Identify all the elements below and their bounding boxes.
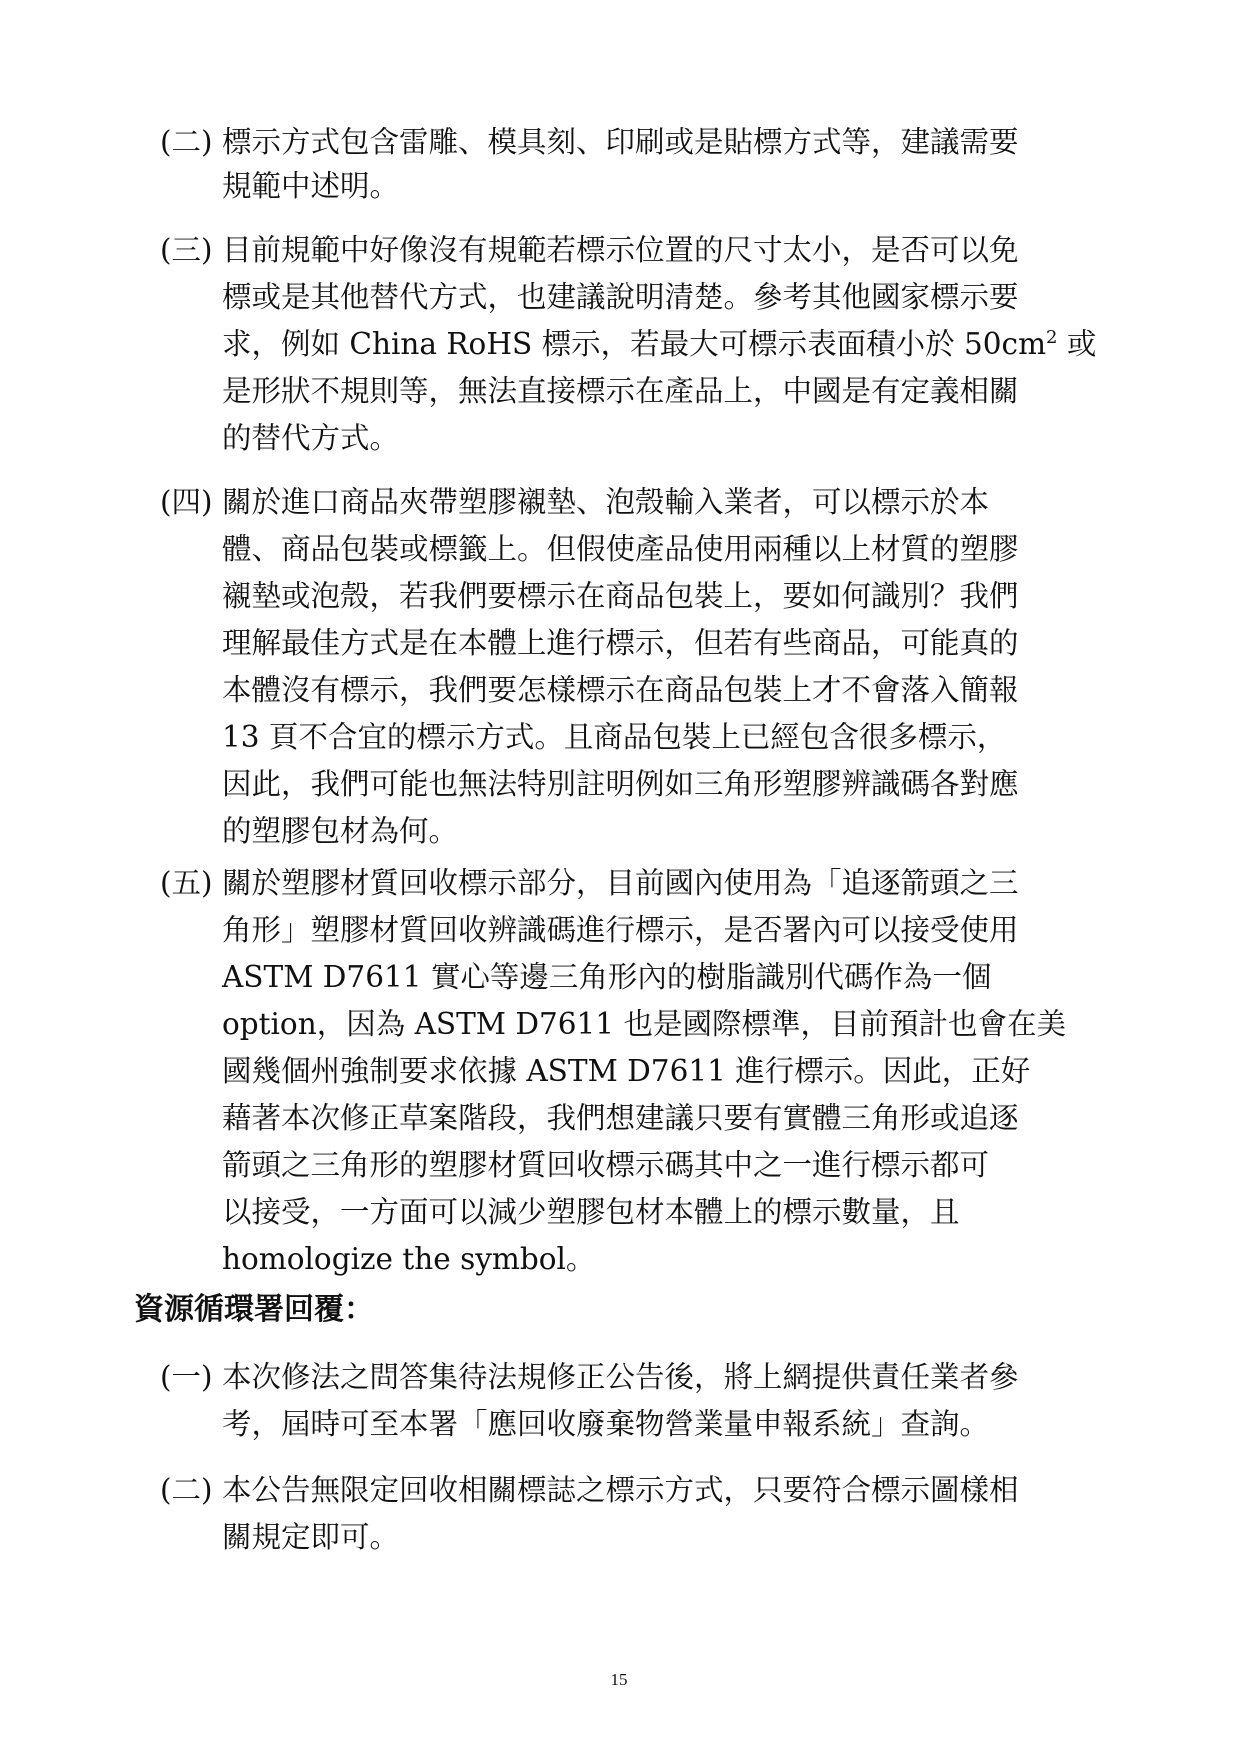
- item-line-with-superscript: [222, 324, 1096, 364]
- item-line: 角形」塑膠材質回收辨識碼進行標示，是否署內可以接受使用: [222, 913, 1019, 947]
- item-line: 理解最佳方式是在本體上進行標示，但若有些商品，可能真的: [222, 626, 1019, 660]
- item-line: 關於進口商品夾帶塑膠襯墊、泡殼輸入業者，可以標示於本: [222, 485, 990, 519]
- item-line: 體、商品包裝或標籤上。但假使產品使用兩種以上材質的塑膠: [222, 532, 1019, 566]
- item-line: 箭頭之三角形的塑膠材質回收標示碼其中之一進行標示都可: [222, 1148, 990, 1182]
- item-line: 規範中述明。: [222, 169, 400, 203]
- reply-heading: 資源循環署回覆：: [134, 1292, 374, 1327]
- item-line: 關規定即可。: [222, 1520, 400, 1554]
- item-line: 是形狀不規則等，無法直接標示在產品上，中國是有定義相關: [222, 374, 1019, 408]
- item-line: 的替代方式。: [222, 421, 400, 455]
- item-line: option，因為 ASTM D7611 也是國際標準，目前預計也會在美: [222, 1007, 1066, 1041]
- item-label: (五): [160, 866, 213, 900]
- item-line: 因此，我們可能也無法特別註明例如三角形塑膠辨識碼各對應: [222, 767, 1019, 801]
- item-line: 本體沒有標示，我們要怎樣標示在商品包裝上才不會落入簡報: [222, 673, 1019, 707]
- item-line: 考，屆時可至本署「應回收廢棄物營業量申報系統」查詢。: [222, 1407, 990, 1441]
- item-line: 13 頁不合宜的標示方式。且商品包裝上已經包含很多標示，: [222, 720, 1007, 754]
- item-line: 以接受，一方面可以減少塑膠包材本體上的標示數量，且: [222, 1195, 960, 1229]
- item-line: 目前規範中好像沒有規範若標示位置的尺寸太小，是否可以免: [222, 233, 1019, 267]
- page-number: 15: [610, 1670, 628, 1689]
- item-line: 關於塑膠材質回收標示部分，目前國內使用為「追逐箭頭之三: [222, 866, 1019, 900]
- item-line: 標示方式包含雷雕、模具刻、印刷或是貼標方式等，建議需要: [222, 125, 1019, 159]
- item-label: (一): [160, 1360, 213, 1394]
- item-label: (三): [160, 233, 213, 267]
- superscript: 2: [1046, 327, 1058, 349]
- item-line-text: 求，例如 China RoHS 標示，若最大可標示表面積小於 50cm: [222, 327, 1047, 361]
- item-line: homologize the symbol。: [222, 1242, 596, 1276]
- item-line: 藉著本次修正草案階段，我們想建議只要有實體三角形或追逐: [222, 1101, 1019, 1135]
- item-line: 的塑膠包材為何。: [222, 814, 459, 848]
- item-line: 本次修法之問答集待法規修正公告後，將上網提供責任業者參: [222, 1360, 1019, 1394]
- item-label: (二): [160, 1473, 213, 1507]
- item-line-tail: 或: [1057, 327, 1097, 361]
- item-label: (二): [160, 125, 213, 159]
- item-line: 本公告無限定回收相關標誌之標示方式，只要符合標示圖樣相: [222, 1473, 1019, 1507]
- item-line: 標或是其他替代方式，也建議說明清楚。參考其他國家標示要: [222, 280, 1019, 314]
- item-line: 襯墊或泡殼，若我們要標示在商品包裝上，要如何識別？我們: [222, 579, 1019, 613]
- item-line: 國幾個州強制要求依據 ASTM D7611 進行標示。因此，正好: [222, 1054, 1031, 1088]
- item-label: (四): [160, 485, 213, 519]
- item-line: ASTM D7611 實心等邊三角形內的樹脂識別代碼作為一個: [222, 960, 992, 994]
